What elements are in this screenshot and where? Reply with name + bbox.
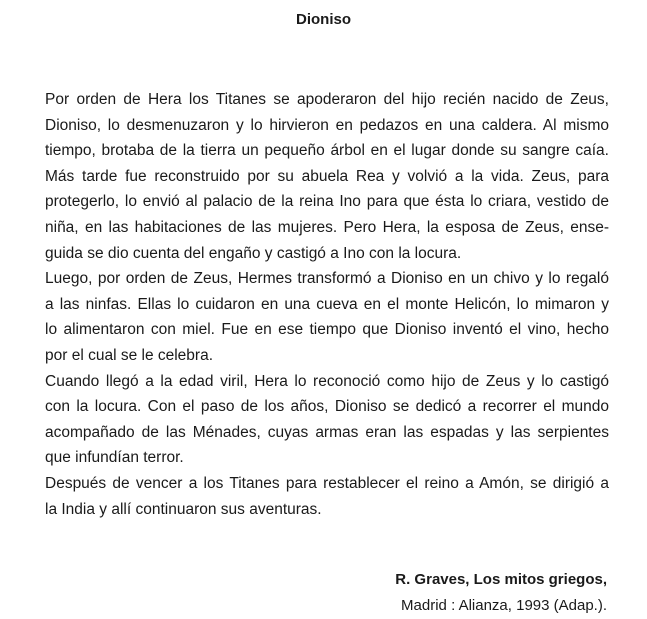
text-line: a las ninfas. Ellas lo cuidaron en una cueva en el monte Helicón, lo mimaron y	[45, 295, 609, 313]
text-line: protegerlo, lo envió al palacio de la reina Ino para que ésta lo criara, vestido de	[45, 193, 609, 211]
text-line: Por orden de Hera los Titanes se apoderaron del hijo recién nacido de Zeus,	[45, 91, 609, 108]
text-line: por el cual se le celebra.	[45, 346, 214, 364]
document-title: Dioniso	[296, 11, 351, 28]
text-line: Después de vencer a los Titanes para restablecer el reino a Amón, se dirigió a	[45, 474, 609, 492]
text-line: Luego, por orden de Zeus, Hermes transformó a Dioniso en un chivo y lo regaló	[45, 270, 609, 288]
text-line: acompañado de las Ménades, cuyas armas eran las espadas y las serpientes	[45, 423, 609, 441]
text-line: Cuando llegó a la edad viril, Hera lo reconoció como hijo de Zeus y lo castigó	[45, 372, 609, 390]
citation-publication: Madrid : Alianza, 1993 (Adap.).	[401, 597, 607, 614]
text-line: niña, en las habitaciones de las mujeres. Pero Hera, la esposa de Zeus, ense-	[45, 218, 609, 236]
text-line: lo alimentaron con miel. Fue en ese tiempo que Dioniso inventó el vino, hecho	[45, 321, 609, 339]
text-line: Dioniso, lo desmenuzaron y lo hirvieron en pedazos en una caldera. Al mismo	[45, 116, 609, 134]
text-line: tiempo, brotaba de la tierra un pequeño árbol en el lugar donde su sangre caía.	[45, 142, 609, 160]
text-line: guida se dio cuenta del engaño y castigó a Ino con la locura.	[45, 244, 462, 262]
text-line: Más tarde fue reconstruido por su abuela Rea y volvió a la vida. Zeus, para	[45, 167, 609, 185]
citation	[395, 567, 607, 619]
text-line: la India y allí continuaron sus aventuras.	[45, 500, 322, 518]
text-line: que infundían terror.	[45, 449, 184, 467]
story-body	[45, 87, 609, 522]
citation-author-work: R. Graves, Los mitos griegos,	[395, 571, 607, 588]
text-line: con la locura. Con el paso de los años, Dioniso se dedicó a recorrer el mundo	[45, 398, 609, 416]
